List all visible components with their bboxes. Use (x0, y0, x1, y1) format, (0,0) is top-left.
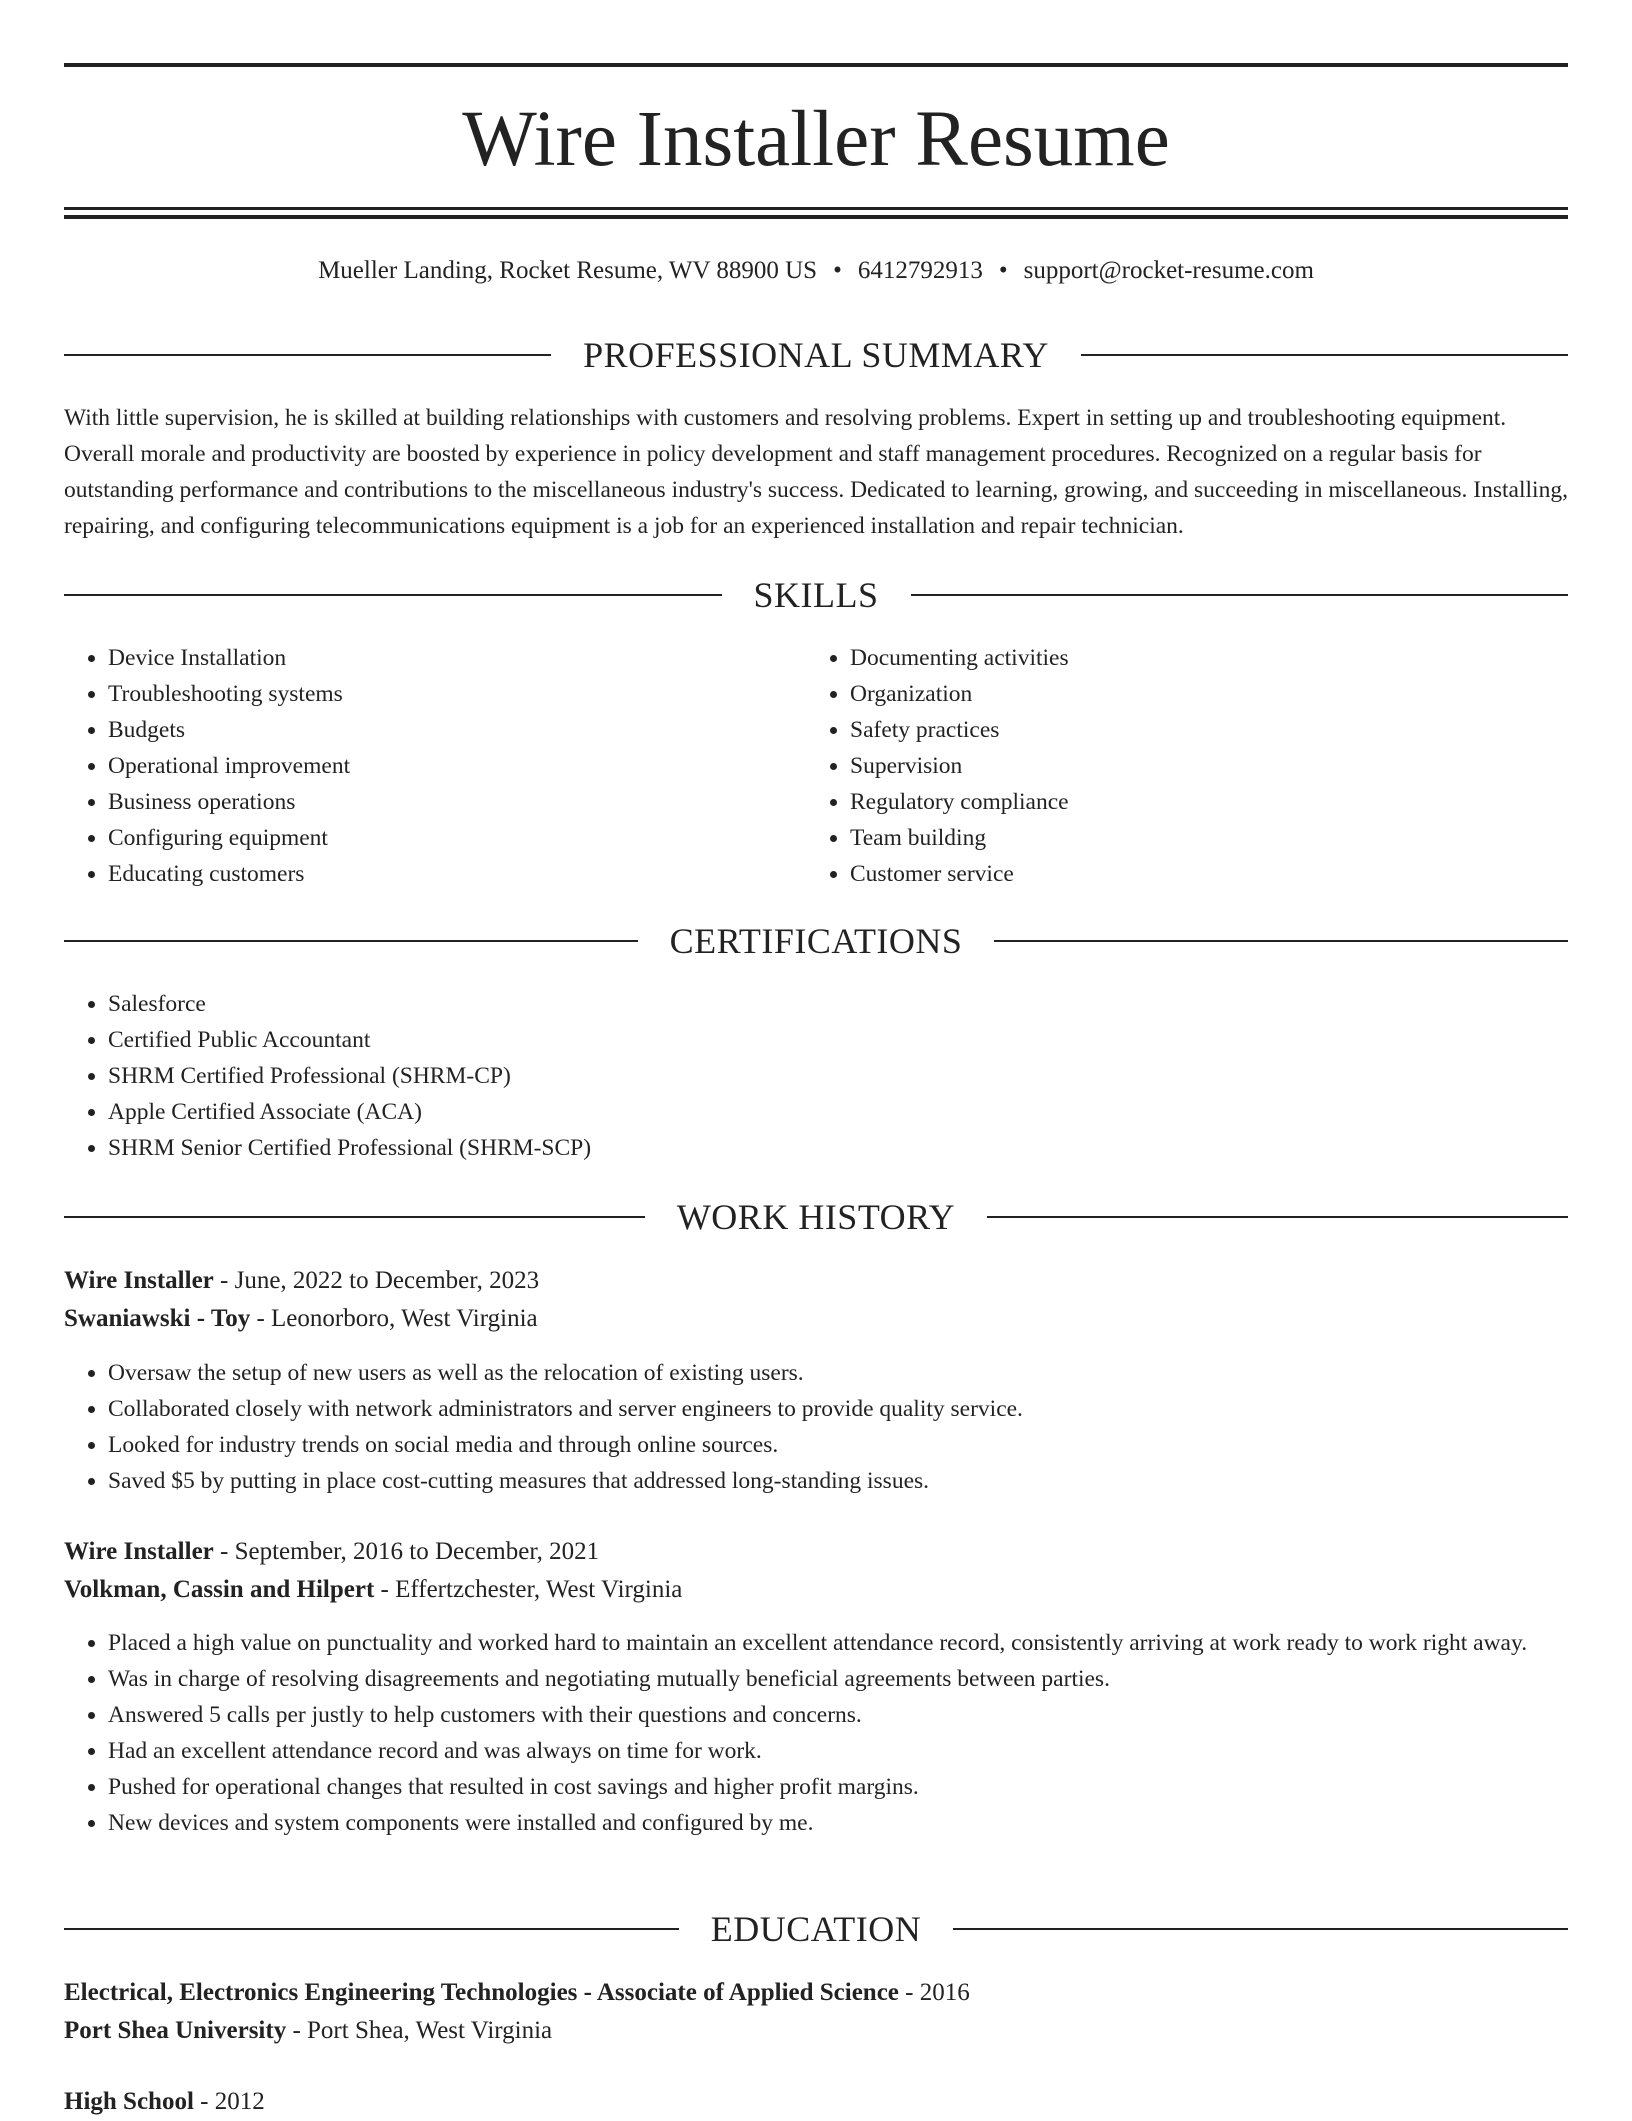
section-header-certifications (64, 919, 1568, 963)
section-title-skills: SKILLS (753, 575, 879, 615)
section-rule (911, 594, 1569, 596)
skills-column-right (806, 640, 1506, 892)
section-title-education: EDUCATION (710, 1909, 922, 1949)
certifications-list (64, 986, 964, 1166)
job-entry-header (64, 1533, 1568, 1609)
job-entry-header (64, 1262, 1568, 1338)
job-bullet: • Was in charge of resolving disagreements and negotiating mutually beneficial agreements between parties. (108, 1661, 1568, 1697)
contact-separator: • (833, 257, 842, 284)
job-bullet: • Collaborated closely with network administrators and server engineers to provide quality service. (108, 1391, 1568, 1427)
job-bullet: • New devices and system components were installed and configured by me. (108, 1805, 1568, 1841)
certification-item: • Apple Certified Associate (ACA) (108, 1094, 964, 1130)
skill-item: • Educating customers (108, 856, 764, 892)
skill-item: • Business operations (108, 784, 764, 820)
job-title: Wire Installer (64, 1267, 214, 1294)
section-header-skills (64, 573, 1568, 617)
contact-address: Mueller Landing, Rocket Resume, WV 88900 US (318, 257, 818, 284)
job-bullet: • Had an excellent attendance record and was always on time for work. (108, 1733, 1568, 1769)
skill-item: • Operational improvement (108, 748, 764, 784)
section-title-summary: PROFESSIONAL SUMMARY (583, 335, 1049, 375)
skill-item: • Team building (850, 820, 1506, 856)
section-rule (953, 1928, 1568, 1930)
contact-email: support@rocket-resume.com (1023, 257, 1314, 284)
job-company: Volkman, Cassin and Hilpert (64, 1576, 375, 1603)
education-school: Port Shea University (64, 2017, 287, 2044)
skill-item: • Safety practices (850, 712, 1506, 748)
skill-item: • Configuring equipment (108, 820, 764, 856)
section-rule (64, 594, 722, 596)
top-rule (64, 63, 1568, 67)
section-header-summary (64, 333, 1568, 377)
education-entry (64, 1974, 1568, 2050)
job-bullet: • Answered 5 calls per justly to help customers with their questions and concerns. (108, 1697, 1568, 1733)
certification-item: • SHRM Certified Professional (SHRM-CP) (108, 1058, 964, 1094)
section-title-work-history: WORK HISTORY (676, 1197, 956, 1237)
contact-phone: 6412792913 (857, 257, 983, 284)
section-rule (987, 1216, 1568, 1218)
job-bullet: • Placed a high value on punctuality and worked hard to maintain an excellent attendance record, consistently arriving at work ready to work right away. (108, 1625, 1568, 1661)
job-title: Wire Installer (64, 1538, 214, 1565)
section-rule (64, 354, 551, 356)
job-company: Swaniawski - Toy (64, 1305, 251, 1332)
skill-item: • Regulatory compliance (850, 784, 1506, 820)
job-location: - Leonorboro, West Virginia (250, 1305, 538, 1332)
job-bullets (64, 1625, 1568, 1841)
contact-line (64, 254, 1568, 288)
skill-item: • Customer service (850, 856, 1506, 892)
education-degree: Electrical, Electronics Engineering Technologies - Associate of Applied Science (64, 1979, 899, 2006)
education-year: - 2012 (193, 2088, 265, 2115)
section-rule (1081, 354, 1568, 356)
section-rule (64, 1216, 645, 1218)
job-location: - Effertzchester, West Virginia (374, 1576, 683, 1603)
contact-separator: • (998, 257, 1008, 284)
title-rule-upper (64, 207, 1568, 210)
skill-item: • Troubleshooting systems (108, 676, 764, 712)
job-dates: - September, 2016 to December, 2021 (213, 1538, 600, 1565)
section-rule (64, 940, 638, 942)
section-header-education (64, 1907, 1568, 1951)
section-rule (64, 1928, 679, 1930)
job-bullet: • Saved $5 by putting in place cost-cutting measures that addressed long-standing issues. (108, 1463, 1568, 1499)
section-header-work-history (64, 1195, 1568, 1239)
job-dates: - June, 2022 to December, 2023 (213, 1267, 540, 1294)
section-rule (994, 940, 1568, 942)
job-bullet: • Oversaw the setup of new users as well as the relocation of existing users. (108, 1355, 1568, 1391)
skill-item: • Budgets (108, 712, 764, 748)
certification-item: • Certified Public Accountant (108, 1022, 964, 1058)
certification-item: • Salesforce (108, 986, 964, 1022)
skill-item: • Device Installation (108, 640, 764, 676)
education-year: - 2016 (898, 1979, 970, 2006)
education-entry (64, 2083, 1568, 2121)
job-bullet: • Pushed for operational changes that resulted in cost savings and higher profit margins. (108, 1769, 1568, 1805)
title-rule-lower (64, 215, 1568, 219)
skills-column-left (64, 640, 764, 892)
skill-item: • Organization (850, 676, 1506, 712)
skill-item: • Supervision (850, 748, 1506, 784)
certification-item: • SHRM Senior Certified Professional (SHRM-SCP) (108, 1130, 964, 1166)
education-degree: High School (64, 2088, 194, 2115)
section-title-certifications: CERTIFICATIONS (669, 921, 963, 961)
page-title: Wire Installer Resume (462, 96, 1170, 183)
education-location: - Port Shea, West Virginia (286, 2017, 553, 2044)
job-bullet: • Looked for industry trends on social media and through online sources. (108, 1427, 1568, 1463)
summary-text: With little supervision, he is skilled at building relationships with customers and resolving problems. Expert in setting up and troubleshooting equipment. Overall morale and productivity are boosted by experience in policy development and staff management procedures. Recognized on a regular basis for outstanding performance and contributions to the miscellaneous industry's success. Dedicated to learning, growing, and succeeding in miscellaneous. Installing, repairing, and configuring telecommunications equipment is a job for an experienced installation and repair technician. (64, 405, 1568, 539)
skill-item: • Documenting activities (850, 640, 1506, 676)
job-bullets (64, 1355, 1568, 1499)
